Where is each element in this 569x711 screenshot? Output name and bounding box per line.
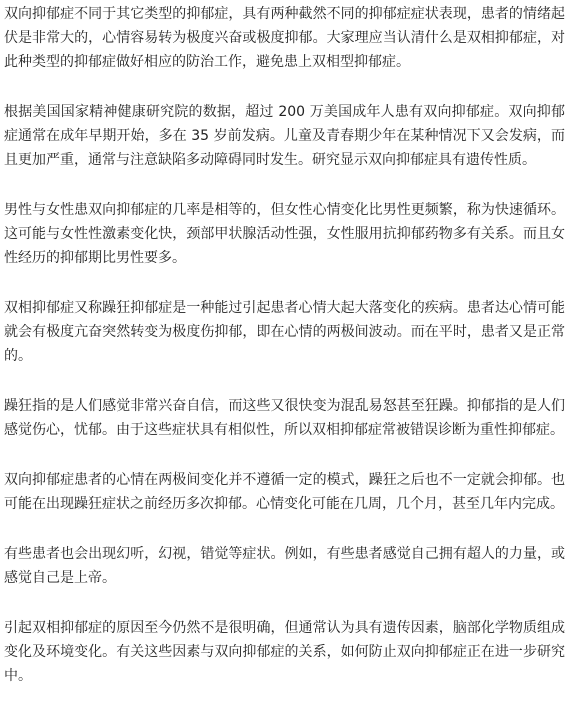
paragraph-statistics: 根据美国国家精神健康研究院的数据，超过 200 万美国成年人患有双向抑郁症。双向抑郁症通常在成年早期开始，多在 35 岁前发病。儿童及青春期少年在某种情况下又会发病，而且更加严重，通常与注意缺陷多动障碍同时发生。研究显示双向抑郁症具有遗传性质。: [4, 104, 565, 168]
paragraph-intro: 双向抑郁症不同于其它类型的抑郁症，具有两种截然不同的抑郁症症状表现，患者的情绪起伏是非常大的，心情容易转为极度兴奋或极度抑郁。大家理应当认清什么是双相抑郁症，对此种类型的抑郁症做好相应的防治工作，避免患上双相型抑郁症。: [4, 6, 565, 70]
paragraph-hallucination: 有些患者也会出现幻听，幻视，错觉等症状。例如，有些患者感觉自己拥有超人的力量，或感觉自己是上帝。: [4, 546, 565, 586]
paragraph-gender: 男性与女性患双向抑郁症的几率是相等的，但女性心情变化比男性更频繁，称为快速循环。这可能与女性性激素变化快，颈部甲状腺活动性强，女性服用抗抑郁药物多有关系。而且女性经历的抑郁期比男性要多。: [4, 202, 565, 266]
paragraph-definition: 双相抑郁症又称躁狂抑郁症是一种能过引起患者心情大起大落变化的疾病。患者达心情可能就会有极度亢奋突然转变为极度伤抑郁，即在心情的两极间波动。而在平时，患者又是正常的。: [4, 300, 565, 364]
paragraph-pattern: 双向抑郁症患者的心情在两极间变化并不遵循一定的模式，躁狂之后也不一定就会抑郁。也可能在出现躁狂症状之前经历多次抑郁。心情变化可能在几周，几个月，甚至几年内完成。: [4, 472, 565, 512]
paragraph-mania-depression: 躁狂指的是人们感觉非常兴奋自信，而这些又很快变为混乱易怒甚至狂躁。抑郁指的是人们感觉伤心，忧郁。由于这些症状具有相似性，所以双相抑郁症常被错误诊断为重性抑郁症。: [4, 398, 565, 438]
paragraph-causes: 引起双相抑郁症的原因至今仍然不是很明确，但通常认为具有遗传因素，脑部化学物质组成变化及环境变化。有关这些因素与双向抑郁症的关系，如何防止双向抑郁症正在进一步研究中。: [4, 620, 565, 684]
